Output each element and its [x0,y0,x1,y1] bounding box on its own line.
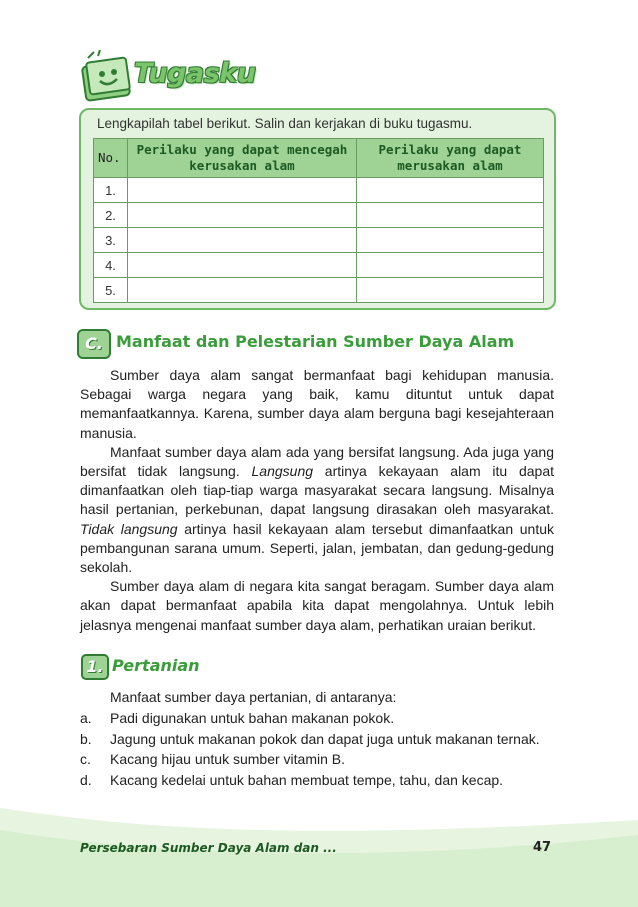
tugasku-table [93,138,544,303]
footer-book-title: Persebaran Sumber Daya Alam dan ... [80,841,337,855]
table-row [94,203,544,228]
table-cell [128,278,357,303]
row-number: 1. [94,178,128,203]
subsection-1-badge: 1. [81,654,109,680]
table-cell [356,253,543,278]
table-row [94,228,544,253]
table-cell [356,278,543,303]
table-cell [128,178,357,203]
table-row [94,253,544,278]
tugasku-notebook-icon [78,50,138,102]
emphasis-tidak-langsung: Tidak langsung [80,520,178,537]
header-cause-damage: Perilaku yang dapat merusakan alam [356,139,543,178]
paragraph: Sumber daya alam di negara kita sangat beragam. Sumber daya alam akan dapat bermanfaat apabila kita dapat mengolahnya. Untuk lebih jelasnya mengenai manfaat sumber daya alam, perhatikan uraian berikut. [80,578,554,633]
tugasku-title: Tugasku [134,58,256,89]
row-number: 2. [94,203,128,228]
table-cell [128,228,357,253]
page-number: 47 [533,840,552,855]
list-item: a. Padi digunakan untuk bahan makanan pokok. [80,710,395,726]
list-item: d. Kacang kedelai untuk bahan membuat tempe, tahu, dan kecap. [80,771,504,788]
tugasku-task-box [79,108,556,310]
list-item: b. Jagung untuk makanan pokok dan dapat juga untuk makanan ternak. [80,730,540,747]
paragraph: Manfaat sumber daya alam ada yang bersifat langsung. Ada juga yang bersifat tidak langsung. Langsung artinya kekayaan alam itu dapat dimanfaatkan oleh tiap-tiap warga masyarakat secara langsung. Misalnya hasil pertanian, perkebunan, dapat langsung dirasakan oleh masyarakat. Tidak langsung artinya hasil kekayaan alam tersebut dimanfaatkan untuk pembangunan sarana umum. Seperti, jalan, jembatan, dan gedung-gedung sekolah. [80,443,554,576]
header-no: No. [94,139,128,178]
table-row [94,278,544,303]
section-c-title: Manfaat dan Pelestarian Sumber Daya Alam [116,332,515,351]
table-cell [356,203,543,228]
emphasis-langsung: Langsung [251,463,314,480]
header-prevent-damage: Perilaku yang dapat mencegah kerusakan alam [128,139,357,178]
row-number: 5. [94,278,128,303]
row-number: 3. [94,228,128,253]
table-cell [128,253,357,278]
table-cell [356,178,543,203]
row-number: 4. [94,253,128,278]
section-c-badge: C. [77,329,111,359]
subsection-1-intro: Manfaat sumber daya pertanian, di antaranya: [110,689,397,705]
table-cell [128,203,357,228]
subsection-1-title: Pertanian [112,656,200,675]
table-row [94,178,544,203]
table-header-row [94,139,544,178]
paragraph: Sumber daya alam sangat bermanfaat bagi kehidupan manusia. Sebagai warga negara yang baik, kamu dituntut untuk dapat memanfaatkannya. Karena, sumber daya alam berguna bagi kesejahteraan manusia. [80,367,554,441]
section-c-body [80,366,554,635]
tugasku-instruction: Lengkapilah tabel berikut. Salin dan kerjakan di buku tugasmu. [97,116,473,131]
table-cell [356,228,543,253]
benefit-list [80,708,540,790]
list-item: c. Kacang hijau untuk sumber vitamin B. [80,751,346,767]
